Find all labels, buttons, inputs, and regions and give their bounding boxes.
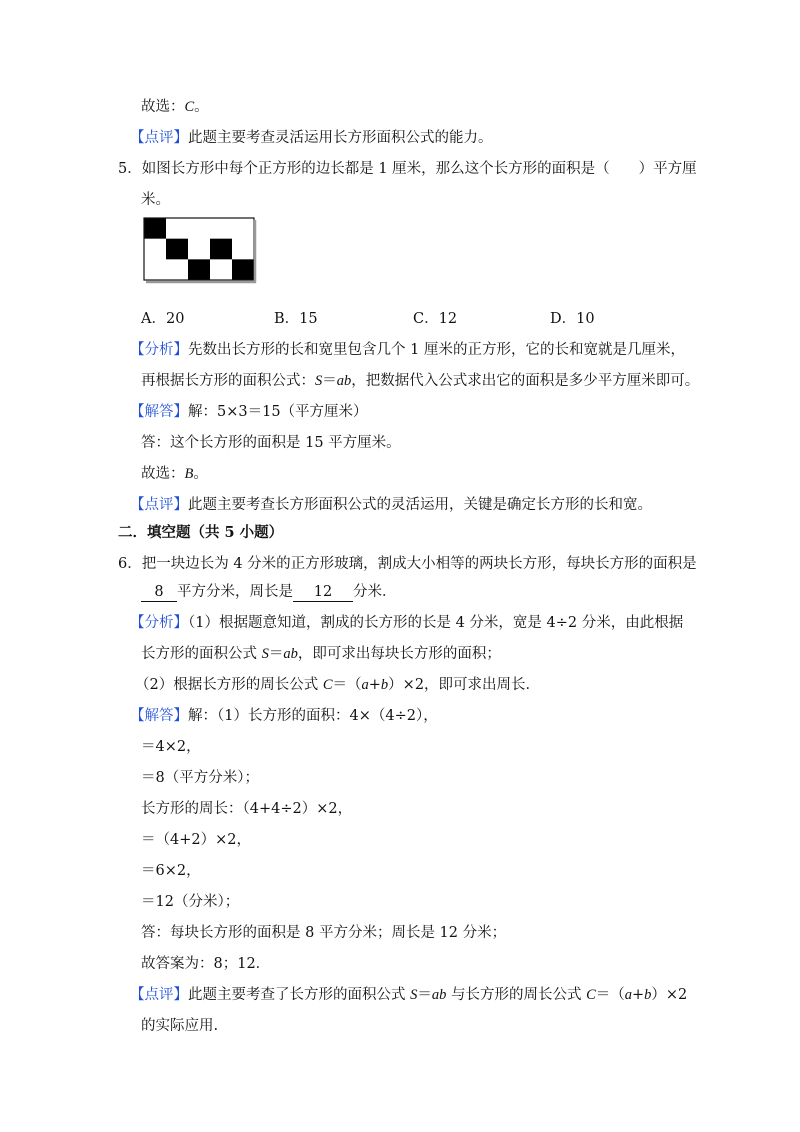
- q6-analysis-line3: （2）根据长方形的周长公式 C＝（a+b）×2，即可求出周长．: [135, 677, 541, 693]
- q5-number: 5．: [118, 161, 142, 177]
- q5-options: [141, 309, 661, 329]
- black-square-1: [144, 218, 166, 239]
- q6-blank-area[interactable]: 8: [141, 583, 177, 602]
- q6-step: ＝6×2，: [141, 863, 201, 879]
- q6-step: ＝（4+2）×2，: [141, 832, 251, 848]
- q6-review-line1: 【点评】此题主要考查了长方形的面积公式 S＝ab 与长方形的周长公式 C＝（a+b）×2: [130, 987, 688, 1003]
- answer-tag: 【解答】: [130, 404, 188, 420]
- section-title: 二．填空题（共 5 小题）: [118, 524, 284, 541]
- q6-review-line2: 的实际应用.: [141, 1018, 219, 1034]
- q5-review: 【点评】此题主要考查长方形面积公式的灵活运用，关键是确定长方形的长和宽。: [130, 497, 652, 513]
- q5-stem-line1: 5．如图长方形中每个正方形的边长都是 1 厘米，那么这个长方形的面积是（ ）平方厘: [118, 161, 697, 177]
- q5-analysis-line2: 再根据长方形的面积公式：S＝ab，把数据代入公式求出它的面积是多少平方厘米即可。: [141, 373, 700, 389]
- q5-option-c[interactable]: C．12: [413, 311, 458, 327]
- q6-step: ＝12（分米）；: [141, 894, 240, 910]
- analysis-tag: 【分析】: [130, 615, 188, 631]
- review-tag: 【点评】: [130, 497, 188, 513]
- q5-rectangle-figure: [143, 217, 263, 285]
- q6-number: 6．: [118, 556, 142, 572]
- black-square-2: [166, 239, 188, 260]
- q5-option-d[interactable]: D．10: [550, 311, 595, 327]
- prev-conclusion: 故选：C。: [141, 99, 209, 115]
- q6-stem-line2: 8 平方分米，周长是 12 分米．: [141, 582, 397, 602]
- q6-analysis-line2: 长方形的面积公式 S＝ab，即可求出每块长方形的面积；: [141, 646, 501, 662]
- q5-conclusion: 故选：B。: [141, 466, 208, 482]
- q6-analysis-line1: 【分析】（1）根据题意知道，割成的长方形的长是 4 分米，宽是 4÷2 分米，由此根据: [130, 615, 684, 631]
- q5-option-a[interactable]: A．20: [141, 311, 185, 327]
- prev-review: 【点评】此题主要考查灵活运用长方形面积公式的能力。: [130, 130, 493, 146]
- q5-option-b[interactable]: B．15: [274, 311, 318, 327]
- review-tag: 【点评】: [130, 987, 188, 1003]
- q6-blank-perimeter[interactable]: 12: [293, 583, 353, 602]
- q5-reply: 答：这个长方形的面积是 15 平方厘米。: [141, 435, 401, 451]
- review-tag: 【点评】: [130, 130, 188, 146]
- analysis-tag: 【分析】: [130, 342, 188, 358]
- black-square-3: [188, 259, 210, 280]
- answer-tag: 【解答】: [130, 708, 188, 724]
- q5-answer: 【解答】解：5×3＝15（平方厘米）: [130, 404, 368, 420]
- q6-step: ＝4×2，: [141, 739, 201, 755]
- black-square-4: [210, 239, 232, 260]
- q6-step: 长方形的周长：（4+4÷2）×2，: [141, 801, 353, 817]
- q6-reply: 答：每块长方形的面积是 8 平方分米；周长是 12 分米；: [141, 925, 507, 941]
- q6-step: ＝8（平方分米）；: [141, 770, 259, 786]
- q6-final-answer: 故答案为：8；12．: [141, 956, 271, 972]
- q6-answer-line1: 【解答】解：（1）长方形的面积：4×（4÷2），: [130, 708, 438, 724]
- black-square-5: [232, 259, 254, 280]
- q5-stem-line2: 米。: [141, 192, 170, 208]
- q5-analysis-line1: 【分析】先数出长方形的长和宽里包含几个 1 厘米的正方形，它的长和宽就是几厘米，: [130, 342, 685, 358]
- q6-stem-line1: 6．把一块边长为 4 分米的正方形玻璃，割成大小相等的两块长方形，每块长方形的面积是: [118, 556, 697, 572]
